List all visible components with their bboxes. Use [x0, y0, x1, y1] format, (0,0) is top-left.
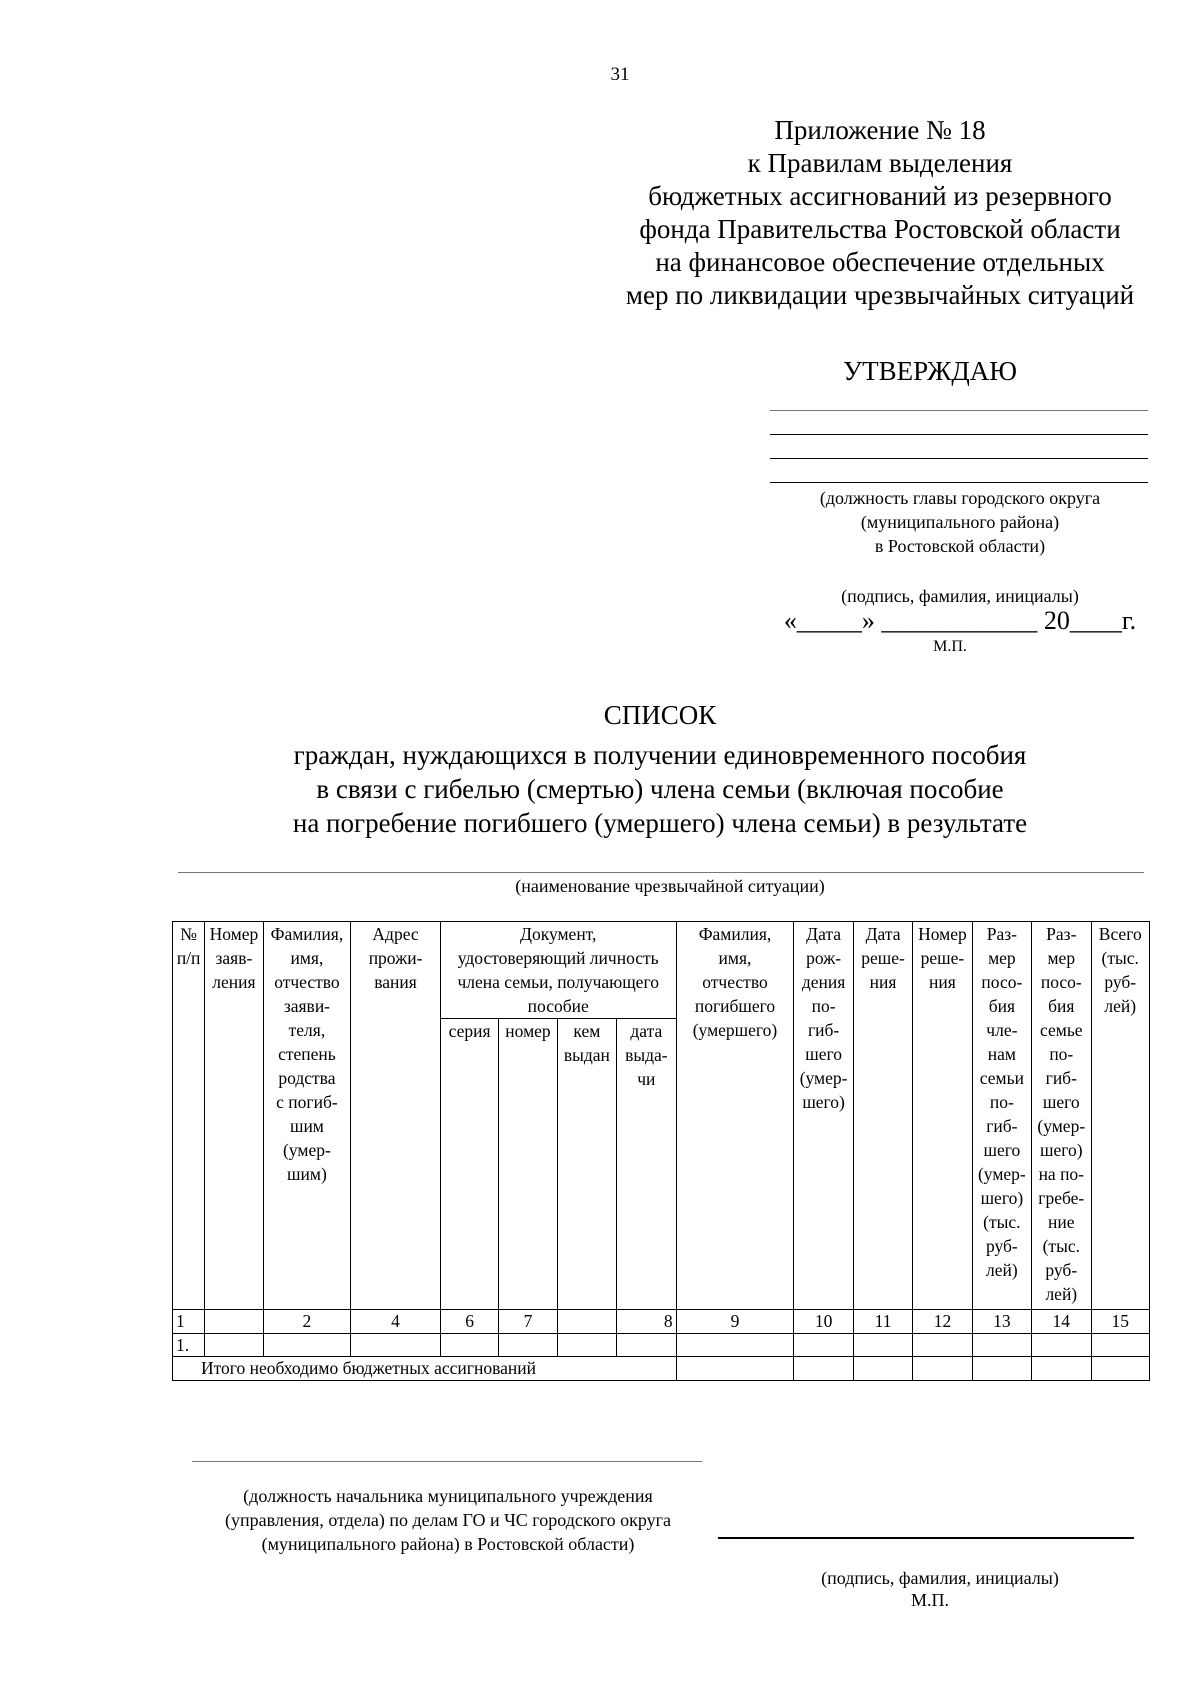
table-cell[interactable]: [1032, 1334, 1091, 1357]
header-text: Раз-: [1046, 924, 1077, 944]
header-text: кем: [573, 1021, 601, 1041]
table-cell[interactable]: [205, 1334, 263, 1357]
appendix-line: мер по ликвидации чрезвычайных ситуаций: [625, 280, 1135, 310]
header-text: (умер-: [1037, 1116, 1086, 1136]
header-text: лей): [986, 1260, 1018, 1280]
header-decision-no: [913, 922, 972, 1310]
header-text: номер: [505, 1021, 551, 1041]
approval-line: [770, 410, 1148, 411]
header-text: шего: [1042, 1092, 1080, 1112]
footer-position-line: [192, 1461, 702, 1462]
column-number: 13: [972, 1310, 1031, 1334]
header-text: реше-: [920, 948, 965, 968]
column-number: 4: [351, 1310, 441, 1334]
footer-stamp: М.П.: [910, 1590, 949, 1610]
header-text: руб-: [1104, 972, 1137, 992]
column-number: 12: [913, 1310, 972, 1334]
table-cell[interactable]: [972, 1357, 1031, 1381]
column-number: [557, 1310, 616, 1334]
header-text: Раз-: [986, 924, 1017, 944]
table-cell[interactable]: [499, 1334, 557, 1357]
head-signature-caption: (подпись, фамилия, инициалы): [841, 586, 1079, 606]
header-text: вания: [374, 972, 417, 992]
appendix-line: фонда Правительства Ростовской области: [639, 214, 1121, 244]
table-row: [173, 1334, 1150, 1357]
column-number: 2: [263, 1310, 351, 1334]
table-cell[interactable]: [972, 1334, 1031, 1357]
caption-line: (должность начальника муниципального учреждения: [243, 1486, 653, 1506]
header-text: гиб-: [986, 1116, 1018, 1136]
header-birth-date: [794, 922, 853, 1310]
header-no: [173, 922, 205, 1310]
header-text: члена семьи, получающего: [457, 972, 659, 992]
header-text: семьи: [979, 1068, 1024, 1088]
table-cell[interactable]: [794, 1357, 853, 1381]
header-text: шего: [983, 1140, 1021, 1160]
table-cell[interactable]: [676, 1334, 794, 1357]
list-title: СПИСОК: [603, 700, 717, 730]
column-number: 6: [440, 1310, 498, 1334]
header-issued-by: [557, 1019, 616, 1310]
column-number: 7: [499, 1310, 557, 1334]
header-text: заяв-: [215, 948, 253, 968]
total-label: Итого необходимо бюджетных ассигнований: [173, 1357, 677, 1381]
table-cell[interactable]: [1091, 1334, 1150, 1357]
table-cell[interactable]: [440, 1334, 498, 1357]
header-text: гиб-: [807, 1020, 840, 1040]
table-cell[interactable]: [853, 1334, 912, 1357]
header-text: прожи-: [368, 948, 423, 968]
table-cell[interactable]: [617, 1334, 676, 1357]
table-cell[interactable]: [676, 1357, 794, 1381]
table-cell[interactable]: [794, 1334, 853, 1357]
table-cell[interactable]: [913, 1357, 972, 1381]
table-cell[interactable]: [557, 1334, 616, 1357]
header-text: Фамилия,: [270, 924, 344, 944]
header-text: по-: [811, 996, 836, 1016]
table-cell[interactable]: [913, 1334, 972, 1357]
header-text: лей): [1045, 1284, 1078, 1304]
header-text: чле-: [986, 1020, 1018, 1040]
column-numbers-row: [173, 1310, 1150, 1334]
header-text: на по-: [1038, 1164, 1085, 1184]
header-total: [1091, 922, 1150, 1310]
header-text: посо-: [981, 972, 1023, 992]
header-text: ния: [929, 972, 956, 992]
header-text: отчество: [702, 972, 768, 992]
header-text: имя,: [290, 948, 324, 968]
column-number: 9: [676, 1310, 794, 1334]
header-text: ния: [869, 972, 897, 992]
header-deceased: [676, 922, 794, 1310]
header-text: руб-: [985, 1236, 1018, 1256]
table-cell[interactable]: [1091, 1357, 1150, 1381]
header-text: шего): [1040, 1140, 1083, 1160]
header-text: посо-: [1040, 972, 1082, 992]
approval-title: УТВЕРЖДАЮ: [842, 356, 1018, 386]
total-row: [173, 1357, 1150, 1381]
beneficiaries-table: [172, 921, 1150, 1381]
header-series: [440, 1019, 498, 1310]
header-text: гребе-: [1038, 1188, 1085, 1208]
header-text: Фамилия,: [698, 924, 772, 944]
caption-line: (должность главы городского округа: [819, 488, 1101, 508]
emergency-name-line: [178, 872, 1144, 873]
header-allowance-members: [972, 922, 1031, 1310]
column-number: 1: [173, 1310, 205, 1334]
appendix-line: Приложение № 18: [774, 115, 986, 145]
column-number: 15: [1091, 1310, 1150, 1334]
column-number: 10: [794, 1310, 853, 1334]
header-document: [440, 922, 676, 1019]
header-text: нам: [987, 1044, 1016, 1064]
footer-signature-line: [718, 1537, 1134, 1539]
caption-line: в Ростовской области): [874, 536, 1046, 556]
header-issue-date: [617, 1019, 676, 1310]
head-position-caption: [780, 486, 1140, 558]
header-text: пособие: [527, 996, 589, 1016]
header-text: п/п: [176, 948, 201, 968]
appendix-line: бюджетных ассигнований из резервного: [648, 181, 1112, 211]
header-text: шего: [805, 1044, 842, 1064]
header-allowance-burial: [1032, 922, 1091, 1310]
header-text: ления: [212, 972, 256, 992]
appendix-header: [605, 114, 1155, 312]
header-text: бия: [1048, 996, 1075, 1016]
header-text: дения: [801, 972, 846, 992]
list-subtitle: [210, 738, 1110, 840]
header-text: серия: [448, 1021, 491, 1041]
subtitle-line: граждан, нуждающихся в получении единовременного пособия: [293, 740, 1027, 770]
column-number: 8: [617, 1310, 676, 1334]
header-text: Номер: [918, 924, 967, 944]
header-text: родства: [278, 1068, 336, 1088]
header-text: (умер-: [283, 1140, 331, 1160]
header-text: шим): [287, 1164, 327, 1184]
header-text: погибшего: [694, 996, 776, 1016]
page-number: 31: [610, 64, 630, 85]
approval-stamp: М.П.: [933, 638, 967, 655]
header-app-no: [205, 922, 263, 1310]
caption-line: (муниципального района) в Ростовской области): [261, 1534, 635, 1554]
row-number: 1.: [173, 1334, 205, 1357]
subtitle-line: на погребение погибшего (умершего) члена семьи) в результате: [292, 808, 1028, 838]
footer-signature-caption: (подпись, фамилия, инициалы): [821, 1568, 1059, 1588]
header-text: удостоверяющий личность: [457, 948, 659, 968]
header-text: заяви-: [283, 996, 331, 1016]
header-text: ние: [1048, 1212, 1075, 1232]
approval-line: [770, 434, 1148, 435]
header-text: с погиб-: [276, 1092, 338, 1112]
emergency-caption: (наименование чрезвычайной ситуации): [515, 876, 825, 896]
header-text: Дата: [806, 924, 842, 944]
header-decision-date: [853, 922, 912, 1310]
appendix-line: на финансовое обеспечение отдельных: [655, 247, 1105, 277]
header-text: выда-: [625, 1045, 668, 1065]
header-text: (умершего): [692, 1020, 778, 1040]
header-text: дата: [630, 1021, 663, 1041]
caption-line: (управления, отдела) по делам ГО и ЧС городского округа: [224, 1510, 672, 1530]
header-text: шего): [980, 1188, 1024, 1208]
header-text: чи: [637, 1069, 656, 1089]
header-text: мер: [1047, 948, 1076, 968]
header-text: мер: [988, 948, 1016, 968]
table-cell[interactable]: [1032, 1357, 1091, 1381]
header-text: (умер-: [977, 1164, 1026, 1184]
appendix-line: к Правилам выделения: [747, 148, 1013, 178]
approval-line: [770, 482, 1148, 483]
caption-line: (муниципального района): [860, 512, 1060, 532]
column-number: [205, 1310, 263, 1334]
header-text: по-: [989, 1092, 1014, 1112]
header-text: (тыс.: [1042, 1236, 1080, 1256]
header-text: Номер: [209, 924, 259, 944]
header-text: семье: [1040, 1020, 1083, 1040]
header-text: Документ,: [520, 924, 597, 944]
header-text: шим: [289, 1116, 324, 1136]
header-text: Адрес: [372, 924, 419, 944]
header-text: Дата: [865, 924, 901, 944]
table-cell[interactable]: [263, 1334, 351, 1357]
table-cell[interactable]: [853, 1357, 912, 1381]
header-text: степень: [278, 1044, 336, 1064]
header-text: бия: [988, 996, 1016, 1016]
header-text: отчество: [274, 972, 340, 992]
header-text: руб-: [1045, 1260, 1078, 1280]
header-text: шего): [802, 1092, 845, 1112]
header-applicant: [263, 922, 351, 1310]
header-text: гиб-: [1045, 1068, 1077, 1088]
column-number: 14: [1032, 1310, 1091, 1334]
header-text: №: [180, 924, 197, 944]
header-text: рож-: [806, 948, 842, 968]
header-text: (умер-: [799, 1068, 848, 1088]
header-text: (тыс.: [983, 1212, 1021, 1232]
header-text: по-: [1049, 1044, 1074, 1064]
subtitle-line: в связи с гибелью (смертью) члена семьи (включая пособие: [316, 774, 1004, 804]
column-number: 11: [853, 1310, 912, 1334]
header-row: [173, 922, 1150, 1019]
header-text: имя,: [718, 948, 752, 968]
header-text: Всего: [1098, 924, 1142, 944]
header-text: (тыс.: [1101, 948, 1139, 968]
approval-line: [770, 458, 1148, 459]
header-text: теля,: [288, 1020, 326, 1040]
header-text: выдан: [563, 1045, 610, 1065]
approval-date-line: «_____» ____________ 20____г.: [783, 606, 1137, 635]
table-cell[interactable]: [351, 1334, 441, 1357]
footer-position-caption: [188, 1484, 708, 1556]
header-number: [499, 1019, 557, 1310]
header-text: лей): [1104, 996, 1137, 1016]
header-text: реше-: [861, 948, 905, 968]
header-address: [351, 922, 441, 1310]
